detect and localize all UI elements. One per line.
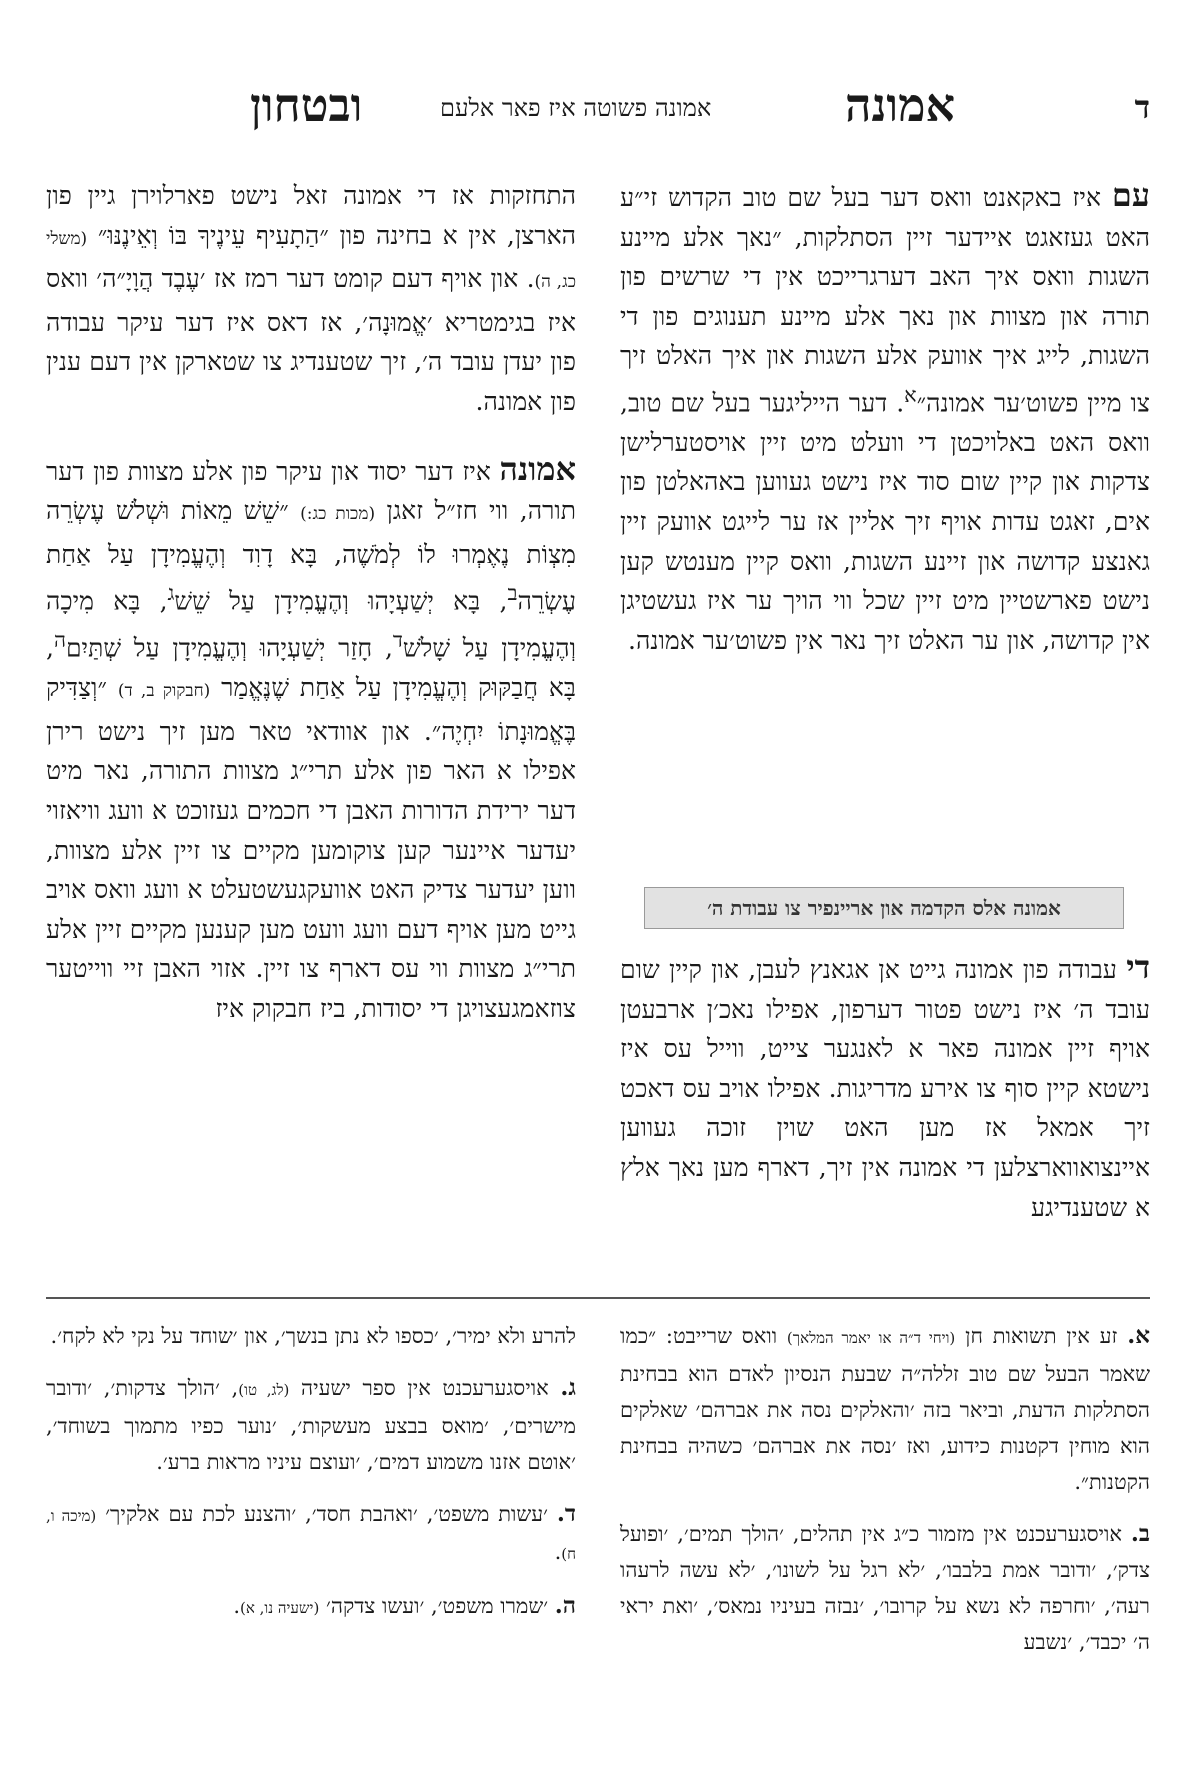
footnote [46,1318,576,1354]
right-column-top [620,176,1150,660]
footnote [620,1318,1150,1500]
footnote [46,1588,576,1626]
lead-word: די [1126,948,1151,986]
header-subtitle: אמונה פשוטה איז פאר אלעם [440,94,712,122]
footnote [620,1516,1150,1660]
footnote-mark: א [904,382,917,407]
citation: (משלי כג, ה) [46,228,577,293]
header-title-left: ובטחון [250,78,363,132]
paragraph-gap [46,422,576,450]
footnote-text: ׳עשות משפט׳, ׳ואהבת חסד׳, ׳והצנע לכת עם אלקיך׳ [105,1502,548,1526]
citation: (לג, טו) [238,1381,290,1399]
footnote-text: זע אין תשואות חן [965,1324,1118,1348]
citation: (מיכה ו, ח) [46,1507,576,1563]
footnote-text: אויסגערעכנט אין ספר ישעיה [301,1376,549,1400]
footnote-marker: א. [1127,1322,1150,1349]
citation: (ויחי ד״ה או יאמר המלאך) [786,1329,956,1347]
footnote-mark: ד [392,628,403,653]
citation: (מכות כג:) [300,504,376,525]
body-text: התחזקות אז די אמונה זאל נישט פארלוירן גיין פון הארצן, אין א בחינה פון ״הַתָעִיף עֵינֶיךָ בּוֹ וְאֵינֶנּוּ״ [46,181,576,250]
footnote-text: , ׳הולך צדקות׳, ׳ודובר מישרים׳, ׳מואס בבצע מעשקות׳, ׳נוער כפיו מתמוך בשוחד׳, ׳אוטם אזנו משמוע דמים׳, ׳ועוצם עיניו מראות ברע׳. [46,1376,576,1474]
footnote-marker: ה. [554,1592,576,1619]
paragraph [620,176,1150,660]
body-text: ״שֵׁשׁ מֵאוֹת וּשְׁלֹשׁ עֶשְׂרֵה מִצְוֹת נֶאֶמְרוּ לוֹ לְמֹשֶׁה, בָּא דָוִד וְהֶעֱמִידָן עַל אַחַת עֶשְׂרֵה [46,496,577,616]
running-header [40,78,1150,132]
page-letter: ד [1134,88,1150,126]
footnotes-left [46,1318,576,1642]
footnote-text: ׳שמרו משפט׳, ׳ועשו צדקה׳ [326,1594,549,1618]
footnote-text: להרע ולא ימיר׳, ׳כספו לא נתן בנשך׳, און ׳שוחד על נקי לא לקח׳. [50,1324,576,1348]
body-text: , חָזַר יְשַׁעְיָהוּ וְהֶעֱמִידָן עַל שְׁתַּיִם [65,633,393,663]
footnote [46,1496,576,1572]
lead-word: עם [1111,176,1150,214]
body-text: איז באקאנט וואס דער בעל שם טוב הקדוש זי״ע האט געזאגט איידער זיין הסתלקות, ״נאך אלע מיינע השגות וואס איך האב דערגרייכט אין די שרשים פון תורה און מצוות און נאך אלע מיינע תענוגים פון די השגות, לייג איך אוועק אלע השגות און איך האלט זיך צו מיין פשוט׳ער אמונה״ [620,183,1150,418]
lead-word: אמונה [499,449,576,488]
body-text: ״וְצַדִּיק בֶּאֱמוּנָתוֹ יִחְיֶה״. און אוודאי טאר מען זיך נישט רירן אפילו א האר פון אלע תרי״ג מצוות התורה, נאר מיט דער ירידת הדורות האבן די חכמים געזוכט א וועג וויאזוי יעדער איינער קען צוקומען מקיים צו זיין אלע מצוות, ווען יעדער צדיק האט אוועקגעשטעלט א וועג וואס אויב גייט מען אויף דעם וועג וועט מען קענען מקיים זיין אלע תרי״ג מצוות ווי עס דארף צו זיין. אזוי האבן זיי ווייטער צוזאמגעצויגן די יסודות, ביז חבקוק איז [46,673,576,1023]
body-text: איז דער יסוד און עיקר פון אלע מצוות פון דער תורה, ווי חז״ל זאגן [46,456,577,526]
citation: (ישעיה נו, א) [240,1599,320,1617]
footnotes-right [620,1318,1150,1676]
section-title: אמונה אלס הקדמה און אריינפיר צו עבודת ה׳ [644,887,1124,929]
body-text: . און אויף דעם קומט דער רמז אז ׳עֶבֶד הֲוָיָ״ה׳ וואס איז בגימטריא ׳אֱמוּנָה׳, אז דאס איז דער עיקר עבודה פון יעדן עובד ה׳, זיך שטענדיג צו שטארקן אין דעם ענין פון אמונה. [46,264,576,416]
body-text: , בָּא יְשַׁעְיָהוּ וְהֶעֱמִידָן עַל שֵׁשׁ [174,586,508,616]
footnote-marker: ג. [560,1374,576,1401]
right-column-bottom [620,948,1150,1227]
footnote-divider [46,1297,1150,1299]
paragraph [46,176,576,422]
footnote-text: . [554,1540,562,1564]
body-text: , בָּא חֲבַקּוּק וְהֶעֱמִידָן עַל אַחַת שֶׁנֶּאֱמַר [46,633,576,703]
header-title-right: אמונה [845,78,955,132]
paragraph [620,948,1150,1227]
body-text: עבודה פון אמונה גייט אן אגאנץ לעבן, און קיין שום עובד ה׳ איז נישט פטור דערפון, אפילו נאכ׳ן ארבעטן אויף זיין אמונה פאר א לאנגער צייט, ווייל עס איז נישטא קיין סוף צו אירע מדריגות. אפילו אויב עס דאכט זיך אמאל אז מען האט שוין זוכה געווען איינצואווארצלען די אמונה אין זיך, דארף מען נאך אלץ א שטענדיגע [620,955,1150,1222]
footnote-marker: ד. [556,1500,576,1527]
footnote-mark: ב [507,581,518,606]
footnote-text: אויסגערעכנט אין מזמור כ״ג אין תהלים, ׳הולך תמים׳, ׳ופועל צדק׳, ׳ודובר אמת בלבבו׳, ׳לא רגל על לשונו׳, ׳לא עשה לרעהו רעה׳, ׳וחרפה לא נשא על קרובו׳, ׳נבזה בעיניו נמאס׳, ׳ואת יראי ה׳ יכבד׳, ׳נשבע [620,1522,1150,1654]
body-text: , בָּא מִיכָה וְהֶעֱמִידָן עַל שָׁלֹשׁ [46,586,576,663]
footnote-mark: ג [167,581,175,606]
citation: (חבקוק ב, ד) [117,681,211,702]
footnote-text: . [233,1594,240,1618]
footnote-mark: ה [53,628,66,653]
body-text: . דער הייליגער בעל שם טוב, וואס האט באלויכטן די וועלט מיט זיין אויסטערלישן צדקות און קיין שום סוד איז נישט געווען באהאלטן פון אים, זאגט עדות אויף זיך אליין אז ער לייגט אוועק זיין גאנצע קדושה און זיינע השגות, וואס קיין מענטש קען נישט פארשטיין מיט זיין שכל ווי הויך ער איז געשטיגן אין קדושה, און ער האלט זיך נאר אין פשוט׳ער אמונה. [620,388,1150,655]
footnote [46,1370,576,1480]
paragraph [46,450,576,1029]
footnote-text: וואס שרייבט: ״כמו שאמר הבעל שם טוב זללה״ה שבעת הנסיון לאדם הוא בבחינת הסתלקות הדעת, וביאר בזה ׳והאלקים נסה את אברהם׳ שאלקים הוא מוחין דקטנות כידוע, ואז ׳נסה את אברהם׳ כשהיה בבחינת הקטנות״. [620,1324,1150,1494]
footnote-marker: ב. [1130,1520,1150,1547]
left-column [46,176,576,1029]
